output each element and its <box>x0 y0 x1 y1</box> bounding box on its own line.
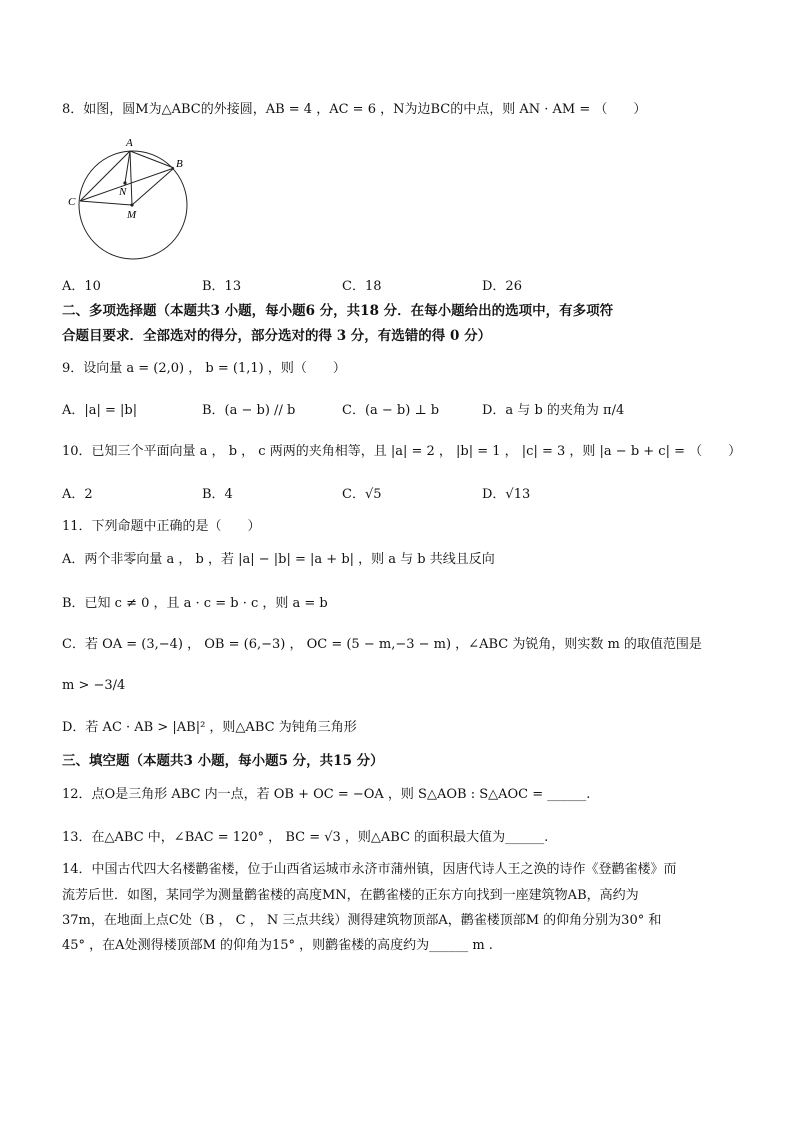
q9-option-d: D．a 与 b 的夹角为 π/4 <box>482 403 625 418</box>
q10-option-a: A．2 <box>62 487 93 502</box>
label-A: A <box>126 137 133 149</box>
q9-option-c: C．(a − b) ⊥ b <box>342 403 440 418</box>
label-C: C <box>68 196 76 208</box>
q8-text: 8．如图，圆M为△ABC的外接圆，AB = 4 ，AC = 6 ，N为边BC的中点，则 AN · AM = （ ） <box>62 102 647 117</box>
q9-option-a: A．|a| = |b| <box>62 403 138 418</box>
q8-option-c: C．18 <box>342 279 382 294</box>
q14-line1: 14．中国古代四大名楼鹳雀楼，位于山西省运城市永济市蒲州镇，因唐代诗人王之涣的诗作《登鹳雀楼》而 <box>62 862 677 877</box>
q8-option-a: A．10 <box>62 279 101 294</box>
q11-text: 11．下列命题中正确的是（ ） <box>62 519 261 534</box>
section2-heading-line1: 二、多项选择题（本题共3 小题，每小题6 分，共18 分．在每小题给出的选项中，有多项符 <box>62 303 614 319</box>
q11-option-b: B．已知 c ≠ 0 ，且 a · c = b · c ，则 a = b <box>62 596 328 611</box>
q10-text: 10．已知三个平面向量 a ， b ， c 两两的夹角相等，且 |a| = 2 ， |b| = 1 ， |c| = 3 ，则 |a − b + c| = （ ） <box>62 444 742 459</box>
q10-option-d: D．√13 <box>482 487 531 502</box>
section2-heading-line2: 合题目要求．全部选对的得分，部分选对的得 3 分，有选错的得 0 分） <box>62 328 492 344</box>
section3-heading: 三、填空题（本题共3 小题，每小题5 分，共15 分） <box>62 753 384 769</box>
q9-option-b: B．(a − b) // b <box>202 403 296 418</box>
q14-line4: 45° ，在A处测得楼顶部M 的仰角为15° ，则鹳雀楼的高度约为______ m . <box>62 938 493 953</box>
q8-option-b: B．13 <box>202 279 242 294</box>
q9-text: 9．设向量 a = (2,0) ， b = (1,1) ，则（ ） <box>62 361 346 376</box>
q13-text: 13．在△ABC 中，∠BAC = 120° ， BC = √3 ，则△ABC 的面积最大值为______. <box>62 830 549 845</box>
q11-option-a: A．两个非零向量 a ， b ，若 |a| − |b| = |a + b| ，则 a 与 b 共线且反向 <box>62 552 495 567</box>
label-B: B <box>176 158 183 170</box>
q12-text: 12．点O是三角形 ABC 内一点，若 OB + OC = −OA ，则 S△AOB : S△AOC = ______. <box>62 787 591 802</box>
q8-circle-figure <box>62 132 202 262</box>
q8-option-d: D．26 <box>482 279 522 294</box>
q11-option-d: D．若 AC · AB > |AB|² ，则△ABC 为钝角三角形 <box>62 720 357 735</box>
q10-option-b: B．4 <box>202 487 233 502</box>
label-M: M <box>127 209 137 221</box>
q14-line2: 流芳后世．如图，某同学为测量鹳雀楼的高度MN，在鹳雀楼的正东方向找到一座建筑物AB，高约为 <box>62 888 639 903</box>
q14-line3: 37m，在地面上点C处（B ， C ， N 三点共线）测得建筑物顶部A，鹳雀楼顶部M 的仰角分别为30° 和 <box>62 913 662 928</box>
q11-option-c-line2: m > −3/4 <box>62 678 126 693</box>
q10-option-c: C．√5 <box>342 487 382 502</box>
q11-option-c-line1: C．若 OA = (3,−4) ， OB = (6,−3) ， OC = (5 − m,−3 − m) ，∠ABC 为锐角，则实数 m 的取值范围是 <box>62 637 702 652</box>
label-N: N <box>119 186 127 198</box>
